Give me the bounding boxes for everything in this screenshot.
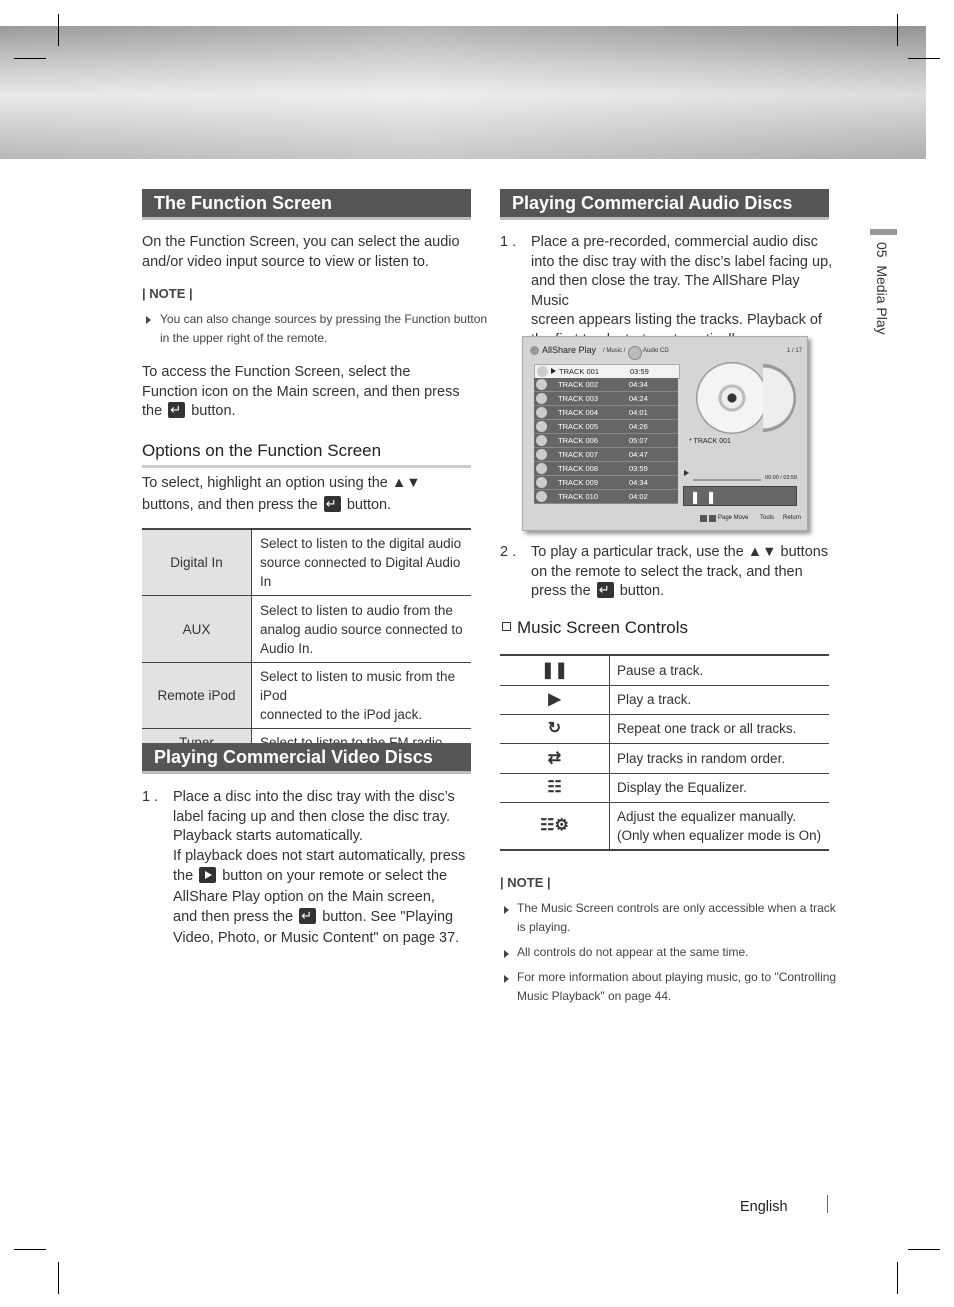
function-options-table <box>142 528 471 758</box>
track-thumbnail-icon <box>536 491 547 502</box>
text-line: If playback does not start automatically, press <box>173 847 466 864</box>
track-name: TRACK 005 <box>558 422 599 431</box>
text-line: Select to listen to the digital audio <box>260 536 462 551</box>
text-line: analog audio source connected to <box>260 621 463 637</box>
track-duration: 05:07 <box>629 436 648 445</box>
function-access <box>142 363 474 422</box>
track-duration: 03:59 <box>630 367 649 376</box>
text-line: Place a disc into the disc tray with the disc’s <box>173 789 455 805</box>
bullet-icon <box>504 950 509 958</box>
crop-mark <box>14 1249 46 1250</box>
track-duration: 04:34 <box>629 478 648 487</box>
note-line: is playing. <box>517 920 571 934</box>
track-duration: 04:02 <box>629 492 648 501</box>
note-label: | NOTE | <box>142 286 193 301</box>
table-row <box>500 655 829 685</box>
text-line: screen appears listing the tracks. Playback of <box>531 312 822 328</box>
music-controls-heading: Music Screen Controls <box>517 618 689 637</box>
play-icon: ▶ <box>500 685 610 714</box>
track-row[interactable] <box>534 364 680 379</box>
crop-mark <box>14 58 46 59</box>
step-number: 1 . <box>142 789 159 805</box>
control-description: Repeat one track or all tracks. <box>610 714 830 743</box>
chapter-title: Media Play <box>874 265 890 335</box>
track-thumbnail-icon <box>536 379 547 390</box>
crop-mark <box>908 1249 940 1250</box>
control-bar <box>683 486 797 506</box>
crop-mark <box>897 1262 898 1294</box>
track-row[interactable] <box>534 490 678 504</box>
text-fragment: press the <box>531 583 591 599</box>
control-description: Pause a track. <box>610 655 830 685</box>
track-duration: 04:26 <box>629 422 648 431</box>
text-line: Place a pre-recorded, commercial audio disc <box>531 234 818 250</box>
text-line: (Only when equalizer mode is On) <box>617 827 822 843</box>
note-line: in the upper right of the remote. <box>160 331 328 345</box>
equalizer-icon: ☷ <box>500 773 610 802</box>
table-row <box>500 714 829 743</box>
track-thumbnail-icon <box>536 421 547 432</box>
progress-bar <box>693 479 761 481</box>
text-line: Select to listen to audio from the <box>260 602 453 618</box>
text-line: To access the Function Screen, select the <box>142 364 411 380</box>
track-duration: 04:01 <box>629 408 648 417</box>
note-line: All controls do not appear at the same time. <box>517 945 749 959</box>
checkbox-bullet-icon <box>502 622 511 631</box>
text-line <box>173 867 478 887</box>
enter-button-icon <box>168 402 185 418</box>
text-fragment: button. <box>191 403 236 419</box>
audio-step-1 <box>531 233 836 350</box>
pause-icon: ❚❚ <box>500 655 610 685</box>
text-line: To select, highlight an option using the ▲▼ <box>142 475 421 491</box>
track-row[interactable] <box>534 378 678 392</box>
control-description: Display the Equalizer. <box>610 773 830 802</box>
track-thumbnail-icon <box>536 477 547 488</box>
text-line <box>531 582 836 602</box>
track-name: TRACK 002 <box>558 380 599 389</box>
table-row <box>500 743 829 773</box>
screen-path: / Music / <box>603 348 626 354</box>
album-disc-icon <box>696 362 768 434</box>
text-line <box>142 496 474 516</box>
section-heading-video-discs: Playing Commercial Video Discs <box>142 743 471 774</box>
track-row[interactable] <box>534 406 678 420</box>
section-heading-function-screen: The Function Screen <box>142 189 471 220</box>
table-row <box>142 529 471 596</box>
track-duration: 04:47 <box>629 450 648 459</box>
text-fragment: button. <box>346 496 392 513</box>
step-number: 1 . <box>500 234 517 250</box>
note-line: For more information about playing music, go to "Controlling <box>517 970 837 984</box>
playback-time: 00:00 / 03:59 <box>765 475 798 481</box>
option-description <box>252 596 472 663</box>
text-line: To play a particular track, use the ▲▼ buttons <box>531 544 829 560</box>
chapter-label <box>874 242 890 335</box>
divider <box>142 465 471 468</box>
crop-mark <box>58 14 59 46</box>
crop-mark <box>908 58 940 59</box>
chapter-tab <box>870 229 897 235</box>
footer-tools: Tools <box>760 515 775 521</box>
track-thumbnail-icon <box>537 366 548 377</box>
footer-page-move: Page Move <box>718 515 749 521</box>
footer-return: Return <box>783 515 802 521</box>
option-description <box>252 663 472 729</box>
key-icon <box>700 515 707 522</box>
play-button-icon <box>199 867 216 883</box>
text-line: Audio In. <box>260 640 314 656</box>
note-line: Music Playback" on page 44. <box>517 989 672 1003</box>
key-icon <box>709 515 716 522</box>
table-row <box>142 596 471 663</box>
music-controls-table <box>500 654 829 851</box>
control-description: Play a track. <box>610 685 830 714</box>
enter-button-icon <box>299 908 316 924</box>
video-step-1 <box>173 788 478 948</box>
footer-language: English <box>740 1199 788 1215</box>
repeat-icon: ↻ <box>500 714 610 743</box>
note-item <box>160 310 487 348</box>
text-line: and then close the tray. The AllShare Play Music <box>531 273 800 309</box>
allshare-logo-icon <box>530 346 539 355</box>
crop-mark <box>897 14 898 46</box>
option-name: Remote iPod <box>142 663 252 729</box>
track-duration: 04:34 <box>629 380 648 389</box>
cd-icon <box>628 346 642 360</box>
chapter-number: 05 <box>874 242 890 258</box>
text-line: AllShare Play option on the Main screen, <box>173 888 435 905</box>
text-fragment: the <box>173 868 194 884</box>
text-line: into the disc tray with the disc’s label facing up, <box>531 253 833 270</box>
bullet-icon <box>504 975 509 983</box>
option-name: AUX <box>142 596 252 663</box>
track-row[interactable] <box>534 420 678 434</box>
text-fragment: button on your remote or select the <box>222 868 448 884</box>
text-fragment: button. <box>619 583 665 599</box>
option-description <box>252 529 472 596</box>
table-row <box>500 802 829 850</box>
track-name: TRACK 006 <box>558 436 599 445</box>
note-label: | NOTE | <box>500 875 551 890</box>
shuffle-icon: ⇄ <box>500 743 610 773</box>
note-line: The Music Screen controls are only accessible when a track <box>517 901 836 915</box>
track-name: TRACK 003 <box>558 394 599 403</box>
track-thumbnail-icon <box>536 393 547 404</box>
track-row[interactable] <box>534 476 678 490</box>
track-thumbnail-icon <box>536 435 547 446</box>
text-line: connected to the iPod jack. <box>260 707 423 722</box>
text-line: source connected to Digital Audio In <box>260 555 461 589</box>
step-number: 2 . <box>500 544 517 560</box>
text-line <box>173 908 478 928</box>
audio-step-2 <box>531 543 836 602</box>
text-line: Video, Photo, or Music Content" on page 37. <box>173 929 460 946</box>
track-row[interactable] <box>534 462 678 476</box>
header-banner <box>0 26 926 159</box>
options-heading: Options on the Function Screen <box>142 441 382 460</box>
playing-indicator-icon <box>684 470 689 476</box>
text-line: Select to listen to music from the iPod <box>260 669 456 703</box>
enter-button-icon <box>597 582 614 598</box>
track-row[interactable] <box>534 392 678 406</box>
now-playing-track: * TRACK 001 <box>689 438 731 445</box>
screen-app-title: AllShare Play <box>542 345 597 355</box>
text-line: Function icon on the Main screen, and then press <box>142 383 460 400</box>
track-duration: 03:59 <box>629 464 648 473</box>
track-thumbnail-icon <box>536 449 547 460</box>
control-description <box>610 802 830 850</box>
text-line: Adjust the equalizer manually. <box>617 808 797 824</box>
text-fragment: buttons, and then press the <box>142 496 318 513</box>
track-name: TRACK 004 <box>558 408 599 417</box>
note-line: You can also change sources by pressing the Function button <box>160 312 488 326</box>
equalizer-settings-icon: ☷⚙ <box>500 802 610 850</box>
table-row <box>500 685 829 714</box>
pause-icon: ❚❚ <box>690 490 723 504</box>
text-line: Playback starts automatically. <box>173 828 363 844</box>
track-name: TRACK 008 <box>558 464 599 473</box>
table-row <box>142 663 471 729</box>
text-line <box>142 402 474 422</box>
track-name: TRACK 001 <box>559 367 600 376</box>
note-item <box>517 943 748 962</box>
track-row[interactable] <box>534 434 678 448</box>
bullet-icon <box>146 316 151 324</box>
track-duration: 04:24 <box>629 394 648 403</box>
text-fragment: and then press the <box>173 909 294 925</box>
track-name: TRACK 009 <box>558 478 599 487</box>
bullet-icon <box>504 906 509 914</box>
text-fragment: button. See "Playing <box>322 909 454 925</box>
track-thumbnail-icon <box>536 463 547 474</box>
text-line: label facing up and then close the disc tray. <box>173 808 451 825</box>
track-row[interactable] <box>534 448 678 462</box>
text-line: on the remote to select the track, and then <box>531 563 803 580</box>
option-name: Digital In <box>142 529 252 596</box>
screen-page: 1 / 17 <box>787 348 803 354</box>
text-fragment: the <box>142 403 163 419</box>
function-intro: On the Function Screen, you can select the audio and/or video input source to view or listen to. <box>142 234 460 270</box>
selected-track-icon <box>551 368 556 374</box>
table-row <box>500 773 829 802</box>
track-name: TRACK 010 <box>558 492 599 501</box>
crop-mark <box>58 1262 59 1294</box>
control-description: Play tracks in random order. <box>610 743 830 773</box>
section-heading-audio-discs: Playing Commercial Audio Discs <box>500 189 829 220</box>
track-name: TRACK 007 <box>558 450 599 459</box>
screen-source: Audio CD <box>643 348 669 354</box>
note-item <box>517 899 836 937</box>
options-intro <box>142 474 474 515</box>
enter-button-icon <box>324 496 341 512</box>
note-item <box>517 968 836 1006</box>
footer-divider <box>827 1195 828 1213</box>
track-thumbnail-icon <box>536 407 547 418</box>
